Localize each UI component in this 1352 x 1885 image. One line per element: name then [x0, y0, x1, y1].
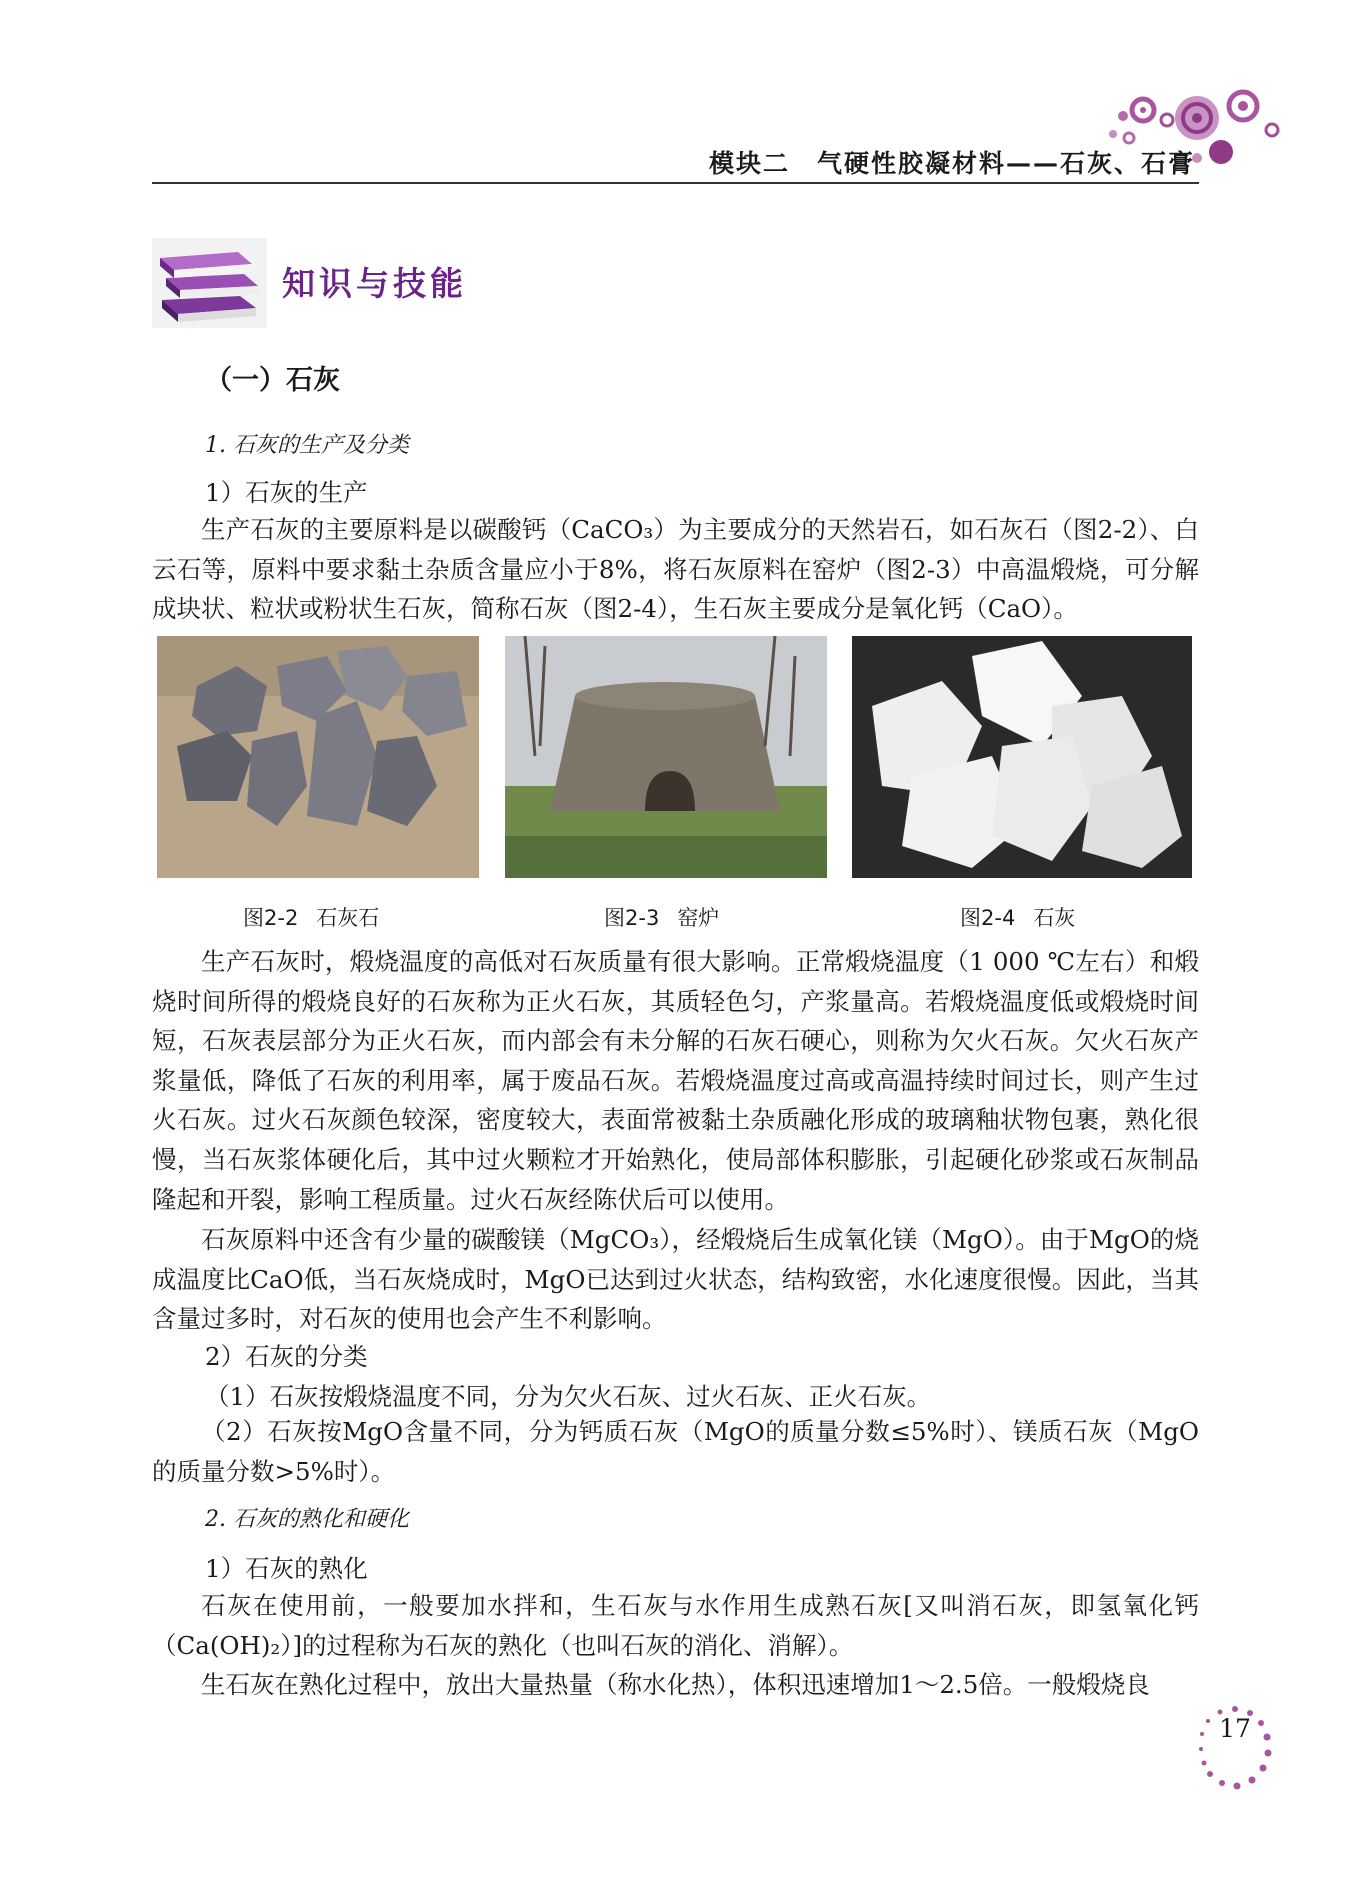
- running-header: [152, 140, 1199, 184]
- subsection-heading-2: 2. 石灰的熟化和硬化: [205, 1507, 409, 1532]
- banner-title: 知识与技能: [282, 264, 467, 303]
- books-icon: [152, 238, 267, 328]
- section-heading: （一）石灰: [205, 365, 340, 396]
- figure-name: 石灰: [1033, 906, 1076, 930]
- limestone-photo: [157, 636, 479, 878]
- figure-number: 图2-3: [604, 906, 660, 930]
- quicklime-photo: [852, 636, 1192, 878]
- paragraph-1: 生产石灰的主要原料是以碳酸钙（CaCO₃）为主要成分的天然岩石，如石灰石（图2-2）、白云石等，原料中要求黏土杂质含量应小于8%，将石灰原料在窑炉（图2-3）中高温煅烧，可分解成块状、粒状或粉状生石灰，简称石灰（图2-4），生石灰主要成分是氧化钙（CaO）。: [152, 515, 1199, 624]
- kiln-photo: [505, 636, 827, 878]
- sub-heading-1: 1）石灰的生产: [205, 478, 368, 507]
- figure-name: 石灰石: [316, 906, 380, 930]
- paragraph-2: 生产石灰时，煅烧温度的高低对石灰质量有很大影响。正常煅烧温度（1 000 ℃左右）和煅烧时间所得的煅烧良好的石灰称为正火石灰，其质轻色匀，产浆量高。若煅烧温度低或煅烧时间短，石灰表层部分为正火石灰，而内部会有未分解的石灰石硬心，则称为欠火石灰。欠火石灰产浆量低，降低了石灰的利用率，属于废品石灰。若煅烧温度过高或高温持续时间过长，则产生过火石灰。过火石灰颜色较深，密度较大，表面常被黏土杂质融化形成的玻璃釉状物包裹，熟化很慢，当石灰浆体硬化后，其中过火颗粒才开始熟化，使局部体积膨胀，引起硬化砂浆或石灰制品隆起和开裂，影响工程质量。过火石灰经陈伏后可以使用。: [152, 947, 1199, 1214]
- paragraph-5: 生石灰在熟化过程中，放出大量热量（称水化热），体积迅速增加1～2.5倍。一般煅烧良: [201, 1670, 1150, 1699]
- page-number: 17: [1219, 1714, 1251, 1743]
- list-item-2: （2）石灰按MgO含量不同，分为钙质石灰（MgO的质量分数≤5%时）、镁质石灰（MgO的质量分数>5%时）。: [152, 1417, 1199, 1486]
- figure-caption-2-4: [960, 902, 1075, 932]
- sub-heading-2: 2）石灰的分类: [205, 1342, 368, 1371]
- list-item-1: （1）石灰按煅烧温度不同，分为欠火石灰、过火石灰、正火石灰。: [205, 1382, 932, 1411]
- paragraph-3: 石灰原料中还含有少量的碳酸镁（MgCO₃），经煅烧后生成氧化镁（MgO）。由于MgO的烧成温度比CaO低，当石灰烧成时，MgO已达到过火状态，结构致密，水化速度很慢。因此，当其含量过多时，对石灰的使用也会产生不利影响。: [152, 1225, 1199, 1334]
- figure-number: 图2-2: [243, 906, 299, 930]
- sub-heading-3: 1）石灰的熟化: [205, 1554, 368, 1583]
- figure-caption-2-2: [243, 902, 379, 932]
- header-title: 模块二 气硬性胶凝材料——石灰、石膏: [708, 149, 1195, 178]
- figure-caption-2-3: [604, 902, 719, 932]
- figure-name: 窑炉: [677, 906, 720, 930]
- paragraph-4: 石灰在使用前，一般要加水拌和，生石灰与水作用生成熟石灰[又叫消石灰，即氢氧化钙（Ca(OH)₂）]的过程称为石灰的熟化（也叫石灰的消化、消解）。: [152, 1591, 1199, 1660]
- figure-number: 图2-4: [960, 906, 1016, 930]
- subsection-heading-1: 1. 石灰的生产及分类: [205, 433, 409, 458]
- section-banner: [152, 238, 482, 328]
